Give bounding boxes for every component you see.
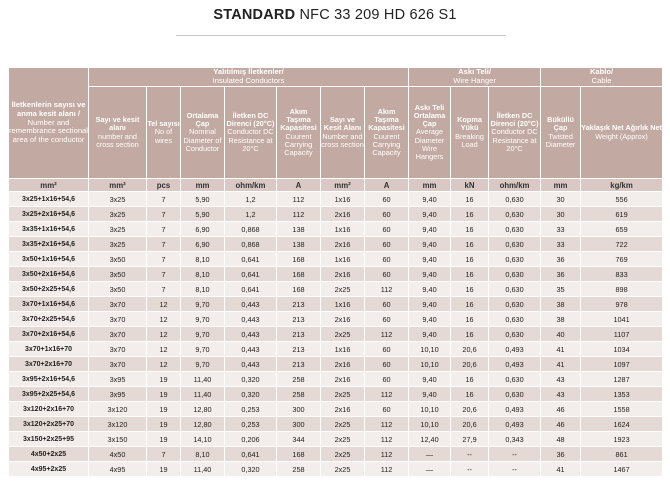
table-cell: 833 xyxy=(581,267,663,282)
table-cell: 20,6 xyxy=(451,402,489,417)
table-cell: 33 xyxy=(541,222,581,237)
table-cell: 35 xyxy=(541,282,581,297)
table-row xyxy=(9,267,663,282)
table-cell: 2x16 xyxy=(321,267,365,282)
table-cell: 16 xyxy=(451,297,489,312)
cable-designation-cell: 3x95+2x16+54,6 xyxy=(9,372,89,387)
table-row xyxy=(9,462,663,477)
table-cell: 168 xyxy=(277,252,321,267)
table-cell: 0,630 xyxy=(489,282,541,297)
spec-table xyxy=(8,67,663,477)
cable-designation-cell: 3x70+2x16+70 xyxy=(9,357,89,372)
cable-designation-cell: 4x50+2x25 xyxy=(9,447,89,462)
table-cell: 0,253 xyxy=(225,417,277,432)
table-cell: 0,443 xyxy=(225,297,277,312)
table-cell: 2x25 xyxy=(321,387,365,402)
units-row xyxy=(9,179,663,192)
table-cell: 60 xyxy=(365,297,409,312)
table-cell: 213 xyxy=(277,327,321,342)
table-row xyxy=(9,372,663,387)
table-cell: 19 xyxy=(147,417,181,432)
table-row xyxy=(9,192,663,207)
table-cell: 138 xyxy=(277,237,321,252)
cable-designation-cell: 4x95+2x25 xyxy=(9,462,89,477)
table-cell: 38 xyxy=(541,312,581,327)
table-cell: 1097 xyxy=(581,357,663,372)
table-cell: 7 xyxy=(147,252,181,267)
table-cell: 14,10 xyxy=(181,432,225,447)
cable-designation-cell: 3x120+2x16+70 xyxy=(9,402,89,417)
table-cell: — xyxy=(409,447,451,462)
table-cell: 9,40 xyxy=(409,222,451,237)
header-col-net-weight: Yaklaşık Net Ağırlık Net Weight (Approx) xyxy=(581,87,663,179)
table-cell: 0,641 xyxy=(225,252,277,267)
table-cell: 16 xyxy=(451,252,489,267)
table-cell: 213 xyxy=(277,297,321,312)
table-cell: 1353 xyxy=(581,387,663,402)
table-cell: 2x25 xyxy=(321,462,365,477)
table-cell: 38 xyxy=(541,297,581,312)
table-cell: 0,630 xyxy=(489,312,541,327)
table-cell: 344 xyxy=(277,432,321,447)
table-cell: 213 xyxy=(277,357,321,372)
cable-designation-cell: 3x50+2x25+54,6 xyxy=(9,282,89,297)
unit-cell: pcs xyxy=(147,179,181,192)
table-cell: 2x25 xyxy=(321,432,365,447)
table-row xyxy=(9,207,663,222)
table-cell: 30 xyxy=(541,192,581,207)
cable-designation-cell: 3x70+2x25+54,6 xyxy=(9,312,89,327)
table-cell: 9,40 xyxy=(409,207,451,222)
table-cell: 9,40 xyxy=(409,237,451,252)
table-cell: 41 xyxy=(541,342,581,357)
table-row xyxy=(9,327,663,342)
table-cell: 19 xyxy=(147,387,181,402)
table-cell: 0,443 xyxy=(225,312,277,327)
table-cell: 60 xyxy=(365,357,409,372)
table-cell: 12 xyxy=(147,342,181,357)
table-cell: 60 xyxy=(365,267,409,282)
table-cell: 0,630 xyxy=(489,207,541,222)
table-cell: 168 xyxy=(277,447,321,462)
unit-cell: kN xyxy=(451,179,489,192)
table-cell: 60 xyxy=(365,237,409,252)
table-cell: 46 xyxy=(541,402,581,417)
unit-cell: mm xyxy=(409,179,451,192)
table-cell: 213 xyxy=(277,312,321,327)
table-cell: 43 xyxy=(541,372,581,387)
table-cell: 300 xyxy=(277,402,321,417)
unit-cell: A xyxy=(277,179,321,192)
table-cell: 46 xyxy=(541,417,581,432)
table-cell: 5,90 xyxy=(181,192,225,207)
table-cell: -- xyxy=(489,447,541,462)
table-cell: 2x25 xyxy=(321,447,365,462)
table-cell: 0,868 xyxy=(225,237,277,252)
table-cell: 112 xyxy=(277,192,321,207)
table-cell: 0,630 xyxy=(489,267,541,282)
table-cell: 258 xyxy=(277,387,321,402)
table-cell: 769 xyxy=(581,252,663,267)
header-group-insulated: Yalıtılmış İletkenler/ Insulated Conductors xyxy=(89,68,409,87)
table-row xyxy=(9,312,663,327)
table-cell: 20,6 xyxy=(451,357,489,372)
table-cell: 41 xyxy=(541,357,581,372)
table-cell: 0,868 xyxy=(225,222,277,237)
table-cell: 16 xyxy=(451,222,489,237)
table-cell: 3x25 xyxy=(89,207,147,222)
table-cell: 0,320 xyxy=(225,387,277,402)
table-cell: 60 xyxy=(365,402,409,417)
table-cell: 3x50 xyxy=(89,282,147,297)
table-row xyxy=(9,252,663,267)
table-cell: 16 xyxy=(451,237,489,252)
table-cell: 9,40 xyxy=(409,252,451,267)
table-cell: 0,630 xyxy=(489,372,541,387)
table-cell: 978 xyxy=(581,297,663,312)
table-cell: 1x16 xyxy=(321,192,365,207)
table-row xyxy=(9,297,663,312)
cable-designation-cell: 3x50+2x16+54,6 xyxy=(9,267,89,282)
table-cell: 112 xyxy=(365,387,409,402)
table-row xyxy=(9,237,663,252)
table-cell: 1,2 xyxy=(225,192,277,207)
cable-designation-cell: 3x50+1x16+54,6 xyxy=(9,252,89,267)
table-cell: 4x50 xyxy=(89,447,147,462)
table-cell: 16 xyxy=(451,192,489,207)
header-col-wire-count: Tel sayısı No of wires xyxy=(147,87,181,179)
table-cell: 16 xyxy=(451,282,489,297)
table-cell: 12,40 xyxy=(409,432,451,447)
table-cell: 1x16 xyxy=(321,222,365,237)
table-cell: 10,10 xyxy=(409,357,451,372)
unit-cell: kg/km xyxy=(581,179,663,192)
table-cell: 5,90 xyxy=(181,207,225,222)
table-cell: 9,40 xyxy=(409,387,451,402)
table-cell: 2x16 xyxy=(321,207,365,222)
table-cell: 3x120 xyxy=(89,417,147,432)
table-cell: 0,443 xyxy=(225,342,277,357)
table-cell: 2x16 xyxy=(321,402,365,417)
table-cell: 19 xyxy=(147,462,181,477)
table-cell: 8,10 xyxy=(181,282,225,297)
table-cell: 33 xyxy=(541,237,581,252)
table-cell: 36 xyxy=(541,447,581,462)
table-cell: 3x50 xyxy=(89,267,147,282)
table-cell: 1624 xyxy=(581,417,663,432)
table-cell: 3x70 xyxy=(89,327,147,342)
table-cell: 112 xyxy=(365,447,409,462)
header-group-cable: Kablo/ Cable xyxy=(541,68,663,87)
table-cell: — xyxy=(409,462,451,477)
cable-designation-cell: 3x150+2x25+95 xyxy=(9,432,89,447)
header-col-hanger-resistance: İletken DC Direnci (20°C) Conductor DC Resistance at 20°C xyxy=(489,87,541,179)
table-cell: 10,10 xyxy=(409,342,451,357)
header-col-hanger-diameter: Askı Teli Ortalama Çap Average Diameter Wire Hangers xyxy=(409,87,451,179)
table-cell: 112 xyxy=(365,432,409,447)
table-cell: 556 xyxy=(581,192,663,207)
table-cell: 0,493 xyxy=(489,402,541,417)
table-cell: 60 xyxy=(365,222,409,237)
table-cell: 7 xyxy=(147,447,181,462)
cable-designation-cell: 3x35+2x16+54,6 xyxy=(9,237,89,252)
table-cell: 9,40 xyxy=(409,312,451,327)
table-cell: 0,641 xyxy=(225,267,277,282)
table-cell: 9,70 xyxy=(181,342,225,357)
table-cell: 8,10 xyxy=(181,252,225,267)
table-cell: 4x95 xyxy=(89,462,147,477)
table-cell: 0,493 xyxy=(489,342,541,357)
table-cell: 30 xyxy=(541,207,581,222)
table-cell: 213 xyxy=(277,342,321,357)
table-cell: 1558 xyxy=(581,402,663,417)
header-col-current-capacity: Akım Taşıma Kapasitesi Cuurent Carrying Capacity xyxy=(277,87,321,179)
table-cell: 1x16 xyxy=(321,297,365,312)
table-cell: 1x16 xyxy=(321,252,365,267)
table-cell: 16 xyxy=(451,267,489,282)
table-row xyxy=(9,447,663,462)
table-cell: 16 xyxy=(451,312,489,327)
table-cell: 258 xyxy=(277,462,321,477)
table-cell: 9,40 xyxy=(409,327,451,342)
table-cell: 11,40 xyxy=(181,387,225,402)
header-col-nominal-diameter: Ortalama Çap Nominal Diameter of Conductor xyxy=(181,87,225,179)
table-cell: 659 xyxy=(581,222,663,237)
header-group-wire-hanger: Askı Teli/ Wire Hanger xyxy=(409,68,541,87)
unit-cell: ohm/km xyxy=(489,179,541,192)
table-cell: -- xyxy=(451,462,489,477)
table-cell: 36 xyxy=(541,252,581,267)
table-cell: 0,253 xyxy=(225,402,277,417)
table-cell: 6,90 xyxy=(181,222,225,237)
cable-designation-cell: 3x25+2x16+54,6 xyxy=(9,207,89,222)
table-cell: 2x16 xyxy=(321,357,365,372)
unit-cell: mm² xyxy=(89,179,147,192)
table-cell: 112 xyxy=(365,417,409,432)
table-cell: 10,10 xyxy=(409,417,451,432)
header-col-conductor-resistance: İletken DC Direnci (20°C) Conductor DC Resistance at 20°C xyxy=(225,87,277,179)
cable-designation-cell: 3x25+1x16+54,6 xyxy=(9,192,89,207)
table-cell: 3x25 xyxy=(89,222,147,237)
table-cell: 3x95 xyxy=(89,387,147,402)
table-cell: 16 xyxy=(451,387,489,402)
table-cell: 7 xyxy=(147,237,181,252)
table-cell: 0,641 xyxy=(225,447,277,462)
table-cell: 1x16 xyxy=(321,342,365,357)
table-cell: 11,40 xyxy=(181,372,225,387)
cable-designation-cell: 3x35+1x16+54,6 xyxy=(9,222,89,237)
table-cell: 1287 xyxy=(581,372,663,387)
table-cell: 12 xyxy=(147,327,181,342)
table-cell: 2x25 xyxy=(321,282,365,297)
table-row xyxy=(9,417,663,432)
table-cell: 0,320 xyxy=(225,462,277,477)
table-cell: 0,630 xyxy=(489,297,541,312)
table-cell: 9,40 xyxy=(409,282,451,297)
table-cell: 0,320 xyxy=(225,372,277,387)
table-cell: 60 xyxy=(365,312,409,327)
table-cell: 9,70 xyxy=(181,312,225,327)
table-cell: 9,70 xyxy=(181,297,225,312)
header-col-breaking-load: Kopma Yükü Breaking Load xyxy=(451,87,489,179)
table-cell: 0,206 xyxy=(225,432,277,447)
table-cell: 168 xyxy=(277,282,321,297)
table-cell: 60 xyxy=(365,207,409,222)
table-cell: 9,40 xyxy=(409,192,451,207)
table-cell: 0,630 xyxy=(489,222,541,237)
table-cell: 12 xyxy=(147,357,181,372)
table-cell: 12,80 xyxy=(181,417,225,432)
table-cell: 0,630 xyxy=(489,237,541,252)
table-cell: 8,10 xyxy=(181,267,225,282)
table-cell: 0,641 xyxy=(225,282,277,297)
table-cell: 0,443 xyxy=(225,357,277,372)
table-cell: 12 xyxy=(147,312,181,327)
table-cell: 0,630 xyxy=(489,327,541,342)
table-cell: 10,10 xyxy=(409,402,451,417)
table-cell: 60 xyxy=(365,192,409,207)
table-row xyxy=(9,282,663,297)
table-cell: 3x120 xyxy=(89,402,147,417)
table-cell: 20,6 xyxy=(451,342,489,357)
table-cell: 60 xyxy=(365,372,409,387)
table-cell: 9,40 xyxy=(409,297,451,312)
table-cell: 1041 xyxy=(581,312,663,327)
table-cell: 19 xyxy=(147,402,181,417)
unit-cell: ohm/km xyxy=(225,179,277,192)
table-cell: 43 xyxy=(541,387,581,402)
table-cell: 3x150 xyxy=(89,432,147,447)
header-col-neutral-section: Sayı ve Kesit Alanı Number and cross section xyxy=(321,87,365,179)
table-cell: -- xyxy=(451,447,489,462)
table-cell: 19 xyxy=(147,432,181,447)
table-cell: 0,493 xyxy=(489,357,541,372)
table-cell: 619 xyxy=(581,207,663,222)
table-cell: 0,630 xyxy=(489,252,541,267)
table-cell: 3x70 xyxy=(89,297,147,312)
header-conductor-area: İletkenlerin sayısı ve anma kesit alanı / Number and remembrance sectional area of the conductor xyxy=(9,68,89,179)
table-row xyxy=(9,342,663,357)
cable-designation-cell: 3x95+2x25+54,6 xyxy=(9,387,89,402)
table-cell: 7 xyxy=(147,192,181,207)
table-cell: 8,10 xyxy=(181,447,225,462)
unit-cell: mm xyxy=(181,179,225,192)
table-cell: 12,80 xyxy=(181,402,225,417)
header-col-neutral-current: Akım Taşıma Kapasitesi Cuurent Carrying Capacity xyxy=(365,87,409,179)
cable-designation-cell: 3x70+2x16+54,6 xyxy=(9,327,89,342)
table-cell: 1467 xyxy=(581,462,663,477)
table-cell: 168 xyxy=(277,267,321,282)
table-cell: 3x50 xyxy=(89,252,147,267)
unit-cell: mm² xyxy=(321,179,365,192)
table-cell: 60 xyxy=(365,342,409,357)
table-cell: 9,70 xyxy=(181,357,225,372)
table-cell: 300 xyxy=(277,417,321,432)
table-cell: 3x70 xyxy=(89,342,147,357)
table-cell: 861 xyxy=(581,447,663,462)
table-cell: 0,630 xyxy=(489,387,541,402)
table-cell: 7 xyxy=(147,267,181,282)
unit-cell: mm xyxy=(541,179,581,192)
table-cell: 1,2 xyxy=(225,207,277,222)
table-cell: 1923 xyxy=(581,432,663,447)
table-cell: 112 xyxy=(277,207,321,222)
table-cell: 11,40 xyxy=(181,462,225,477)
table-cell: 7 xyxy=(147,282,181,297)
table-cell: 40 xyxy=(541,327,581,342)
table-cell: 16 xyxy=(451,207,489,222)
table-cell: 898 xyxy=(581,282,663,297)
table-cell: 9,40 xyxy=(409,372,451,387)
table-cell: 2x16 xyxy=(321,372,365,387)
table-cell: 3x25 xyxy=(89,237,147,252)
table-cell: 1107 xyxy=(581,327,663,342)
table-cell: 3x95 xyxy=(89,372,147,387)
table-cell: 19 xyxy=(147,372,181,387)
cable-designation-cell: 3x120+2x25+70 xyxy=(9,417,89,432)
table-row xyxy=(9,222,663,237)
table-cell: 1034 xyxy=(581,342,663,357)
cable-designation-cell: 3x70+1x16+54,6 xyxy=(9,297,89,312)
table-cell: 3x70 xyxy=(89,357,147,372)
table-cell: 9,70 xyxy=(181,327,225,342)
table-cell: 12 xyxy=(147,297,181,312)
table-cell: 112 xyxy=(365,327,409,342)
header-col-count-section: Sayı ve kesit alanı number and cross section xyxy=(89,87,147,179)
table-cell: 112 xyxy=(365,462,409,477)
table-cell: 258 xyxy=(277,372,321,387)
table-row xyxy=(9,432,663,447)
table-cell: -- xyxy=(489,462,541,477)
table-row xyxy=(9,402,663,417)
table-cell: 0,443 xyxy=(225,327,277,342)
header-col-twisted-diameter: Büküllü Çap Twisted Diameter xyxy=(541,87,581,179)
table-cell: 27,9 xyxy=(451,432,489,447)
table-cell: 48 xyxy=(541,432,581,447)
table-cell: 9,40 xyxy=(409,267,451,282)
cable-designation-cell: 3x70+1x16+70 xyxy=(9,342,89,357)
table-cell: 722 xyxy=(581,237,663,252)
table-cell: 112 xyxy=(365,282,409,297)
table-cell: 7 xyxy=(147,222,181,237)
table-cell: 60 xyxy=(365,252,409,267)
table-cell: 0,630 xyxy=(489,192,541,207)
table-cell: 0,343 xyxy=(489,432,541,447)
table-cell: 16 xyxy=(451,372,489,387)
table-cell: 20,6 xyxy=(451,417,489,432)
table-cell: 138 xyxy=(277,222,321,237)
table-cell: 2x25 xyxy=(321,327,365,342)
table-cell: 2x16 xyxy=(321,312,365,327)
table-cell: 7 xyxy=(147,207,181,222)
table-cell: 2x16 xyxy=(321,237,365,252)
title-divider xyxy=(176,35,506,36)
table-cell: 0,493 xyxy=(489,417,541,432)
table-cell: 36 xyxy=(541,267,581,282)
unit-cell: A xyxy=(365,179,409,192)
table-cell: 3x25 xyxy=(89,192,147,207)
table-row xyxy=(9,387,663,402)
table-cell: 2x25 xyxy=(321,417,365,432)
page-title: STANDARD NFC 33 209 HD 626 S1 xyxy=(213,7,457,23)
table-row xyxy=(9,357,663,372)
table-cell: 6,90 xyxy=(181,237,225,252)
table-cell: 3x70 xyxy=(89,312,147,327)
table-cell: 41 xyxy=(541,462,581,477)
unit-cell: mm² xyxy=(9,179,89,192)
table-cell: 16 xyxy=(451,327,489,342)
